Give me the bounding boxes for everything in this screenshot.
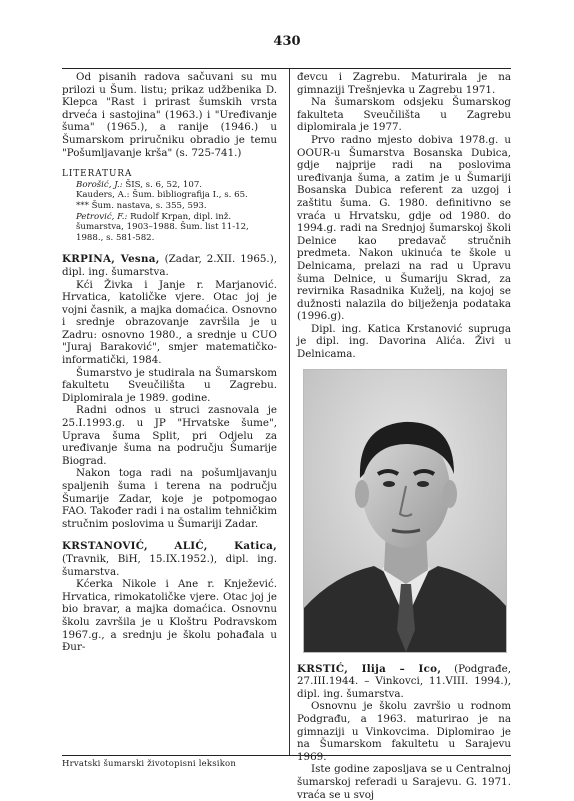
entry-paragraph: Prvo radno mjesto dobiva 1978.g. u OOUR-u Šumarstva Bosanska Dubica, gdje najprije radi na poslovima uređivanja šuma, a zatim je u Šumariji Bosanska Dubica referent za uzgoj i zaštitu šuma. G. 1980. definitivno se vraća u Hrvatsku, gdje od 1980. do 1994.g. radi na Srednjoj šumarskoj školi Delnice kao predavač stručnih predmeta. Nakon ukinuća te škole u Delnicama, prelazi na rad u Upravu šuma Delnice, u Šumariju Skrad, za revirnika Rasadnika Kuželj, na kojoj se dužnosti nalazila do bilježenja podataka (1996.g). [297, 133, 511, 323]
literatura-item [62, 190, 277, 201]
entry-krpina [62, 253, 277, 530]
entry-name: KRSTIĆ, Ilija – Ico, [297, 662, 442, 675]
literatura-block [62, 169, 277, 243]
literatura-text: *** Šum. nastava, s. 355, 593. [76, 200, 207, 211]
entry-name: KRPINA, Vesna, [62, 253, 160, 266]
literatura-item [62, 180, 277, 191]
entry-paragraph: Na šumarskom odsjeku Šumarskog fakulteta Sveučilišta u Zagrebu diplomirala je 1977. [297, 96, 511, 134]
footer-text: Hrvatski šumarski životopisni leksikon [62, 759, 237, 769]
portrait-photo [303, 369, 507, 653]
entry-heading-rest: (Travnik, BiH, 15.IX.1952.), dipl. ing. šumarstva. [62, 552, 277, 578]
entry-heading-rest: (Zadar, 2.XII. 1965.), dipl. ing. šumarstva. [62, 253, 277, 278]
literatura-item [62, 201, 277, 212]
portrait-image [304, 370, 506, 652]
entry-heading [62, 253, 277, 278]
literatura-heading: LITERATURA [62, 169, 133, 180]
literatura-item [62, 212, 277, 244]
literatura-author: Borošić, J.: [76, 179, 123, 190]
literatura-text: Rudolf Krpan, dipl. inž. šumarstva, 1903–1988. Šum. list 11-12, 1988., s. 581-582. [76, 211, 249, 243]
column-divider [289, 69, 290, 755]
header-rule [62, 68, 511, 69]
entry-paragraph: Kći Živka i Janje r. Marjanović. Hrvatica, katoličke vjere. Otac joj je vojni časnik, a majka domaćica. Osnovno i srednje obrazovanje završila je u Zadru: osnovno 1980., a srednje u CUO "Juraj Baraković", smjer matematičko-informatički, 1984. [62, 278, 277, 367]
entry-heading [297, 663, 511, 701]
entry-paragraph: Osnovnu je školu završio u rodnom Podgrađu, a 1963. maturirao je na gimnaziji u Vinkovcima. Diplomirao je na Šumarskom fakultetu u Sarajevu 1969. [297, 700, 511, 763]
right-column [297, 71, 511, 801]
literatura-text: Kauders, A.: Šum. bibliografija I., s. 65. [76, 190, 248, 201]
entry-paragraph: Šumarstvo je studirala na Šumarskom fakultetu Sveučilišta u Zagrebu. Diplomirala je 1989. godine. [62, 366, 277, 404]
entry-krstanovic [62, 540, 277, 653]
entry-paragraph: Nakon toga radi na pošumljavanju spaljenih šuma i terena na području Šumarije Zadar, koje je potpomogao FAO. Također radi i na ostalim tehničkim stručnim poslovima u Šumariji Zadar. [62, 467, 277, 530]
entry-heading-rest: (Podgrađe, 27.III.1944. – Vinkovci, 11.VIII. 1994.), dipl. ing. šumarstva. [297, 662, 512, 700]
page-number: 430 [273, 34, 301, 49]
intro-paragraph: Od pisanih radova sačuvani su mu prilozi u Šum. listu; prikaz udžbenika D. Klepca "Rast i prirast šumskih vrsta drveća i sastojina" (1963.) i "Uređivanje šuma" (1965.), a ranije (1946.) u Šumarskom priručniku obradio je temu "Pošumljavanje krša" (s. 725-741.) [62, 71, 277, 159]
entry-krstic [297, 663, 511, 801]
entry-paragraph: đevcu i Zagrebu. Maturirala je na gimnaziji Trešnjevka u Zagrebu 1971. [297, 71, 511, 96]
literatura-text: ŠIS, s. 6, 52, 107. [122, 179, 203, 190]
entry-heading [62, 540, 277, 578]
entry-paragraph: Dipl. ing. Katica Krstanović supruga je dipl. ing. Davorina Alića. Živi u Delnicama. [297, 322, 511, 361]
entry-paragraph: Iste godine zaposljava se u Centralnoj šumarskoj referadi u Sarajevu. G. 1971. vraća se u svoj [297, 763, 511, 801]
literatura-author: Petrović, F.: [76, 211, 128, 222]
left-column [62, 71, 277, 654]
footer-rule [62, 755, 511, 756]
entry-paragraph: Radni odnos u struci zasnovala je 25.I.1993.g. u JP "Hrvatske šume", Uprava šuma Split, pri Odjelu za uređivanje šuma na području Šumarije Biograd. [62, 404, 277, 467]
entry-paragraph: Kćerka Nikole i Ane r. Knježević. Hrvatica, rimokatoličke vjere. Otac joj je bio bravar, a majka domaćica. Osnovnu školu završila je u Kloštru Podravskom 1967.g., a srednju je školu pohađala u Đur- [62, 578, 277, 654]
entry-name: KRSTANOVIĆ, ALIĆ, Katica, [62, 540, 277, 553]
